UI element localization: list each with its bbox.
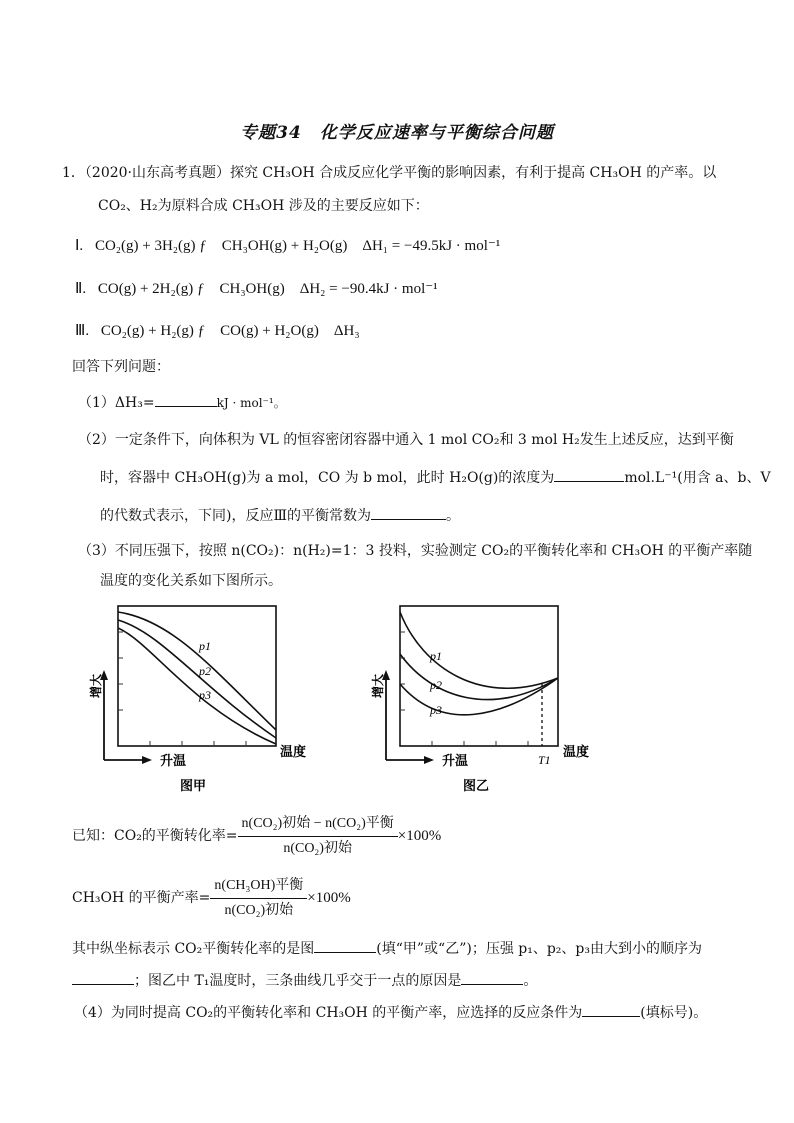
sub2-line2-a: 时，容器中 CH₃OH(g)为 a mol，CO 为 b mol，此时 H₂O(g)的浓度为 <box>100 470 555 486</box>
formula-yield-denominator: n(CO₂)初始 <box>224 902 294 918</box>
figure-yi-xaxis-arrowhead <box>424 756 434 764</box>
sub1-prefix: （1）ΔH₃= <box>78 395 155 411</box>
formula-yield-suffix: ×100% <box>307 890 351 906</box>
formula-yield-fraction <box>210 876 307 921</box>
question-intro-line2: CO₂、H₂为原料合成 CH₃OH 涉及的主要反应如下： <box>98 198 429 214</box>
figure-jia <box>82 598 307 798</box>
page-title: 专题34 化学反应速率与平衡综合问题 <box>240 123 554 143</box>
formula-conversion <box>72 810 441 862</box>
sub-question-2-line2 <box>100 467 771 488</box>
formula-conversion-numerator: n(CO₂)初始 − n(CO₂)平衡 <box>238 814 398 837</box>
formula-conversion-suffix: ×100% <box>397 828 442 844</box>
figure-yi-xlabel-end: 温度 <box>563 745 590 760</box>
q3a-line1-b: (填“甲”或“乙”)；压强 p₁、p₂、p₃由大到小的顺序为 <box>376 941 702 957</box>
sub2-line2-b: mol.L⁻¹(用含 a、b、V <box>624 470 771 486</box>
figure-yi <box>362 598 602 798</box>
answer-blank-6[interactable] <box>461 970 523 985</box>
figure-yi-ylabel: 增大 <box>371 673 385 698</box>
formula-yield-numerator: n(CH₃OH)平衡 <box>210 876 307 899</box>
label-jia-p2: p2 <box>199 664 211 678</box>
formula-conversion-prefix: 已知：CO₂的平衡转化率= <box>72 828 238 844</box>
reaction-3-text: CO₂(g) + H₂(g) ƒ CO(g) + H₂O(g) ΔH₃ <box>100 323 360 339</box>
reaction-1-label: Ⅰ. <box>75 238 84 254</box>
curve-jia-p1 <box>118 612 276 730</box>
formula-yield-prefix: CH₃OH 的平衡产率= <box>72 890 211 906</box>
sub-question-3-line1: （3）不同压强下，按照 n(CO₂)：n(H₂)=1：3 投料，实验测定 CO₂的平衡转化率和 CH₃OH 的平衡产率随 <box>78 543 753 559</box>
figure-yi-t1-label: T1 <box>538 753 551 767</box>
curve-yi-p3 <box>400 678 558 715</box>
question-intro-line1: 1．（2020·山东高考真题）探究 CH₃OH 合成反应化学平衡的影响因素，有利于提高 CH₃OH 的产率。以 <box>62 165 717 181</box>
sub-question-4 <box>74 1002 707 1023</box>
sub-question-2-line1: （2）一定条件下，向体积为 VL 的恒容密闭容器中通入 1 mol CO₂和 3 mol H₂发生上述反应，达到平衡 <box>78 432 734 448</box>
reaction-1-text: CO₂(g) + 3H₂(g) ƒ CH₃OH(g) + H₂O(g) ΔH₁ = −49.5kJ · mol⁻¹ <box>94 238 501 254</box>
q3a-line1-a: 其中纵坐标表示 CO₂平衡转化率的是图 <box>72 941 315 957</box>
figure-jia-xaxis-arrowhead <box>142 756 152 764</box>
figure-jia-caption: 图甲 <box>180 779 207 794</box>
reaction-3-label: Ⅲ. <box>75 323 90 339</box>
answer-blank-2[interactable] <box>554 467 624 482</box>
answer-blank-1[interactable] <box>155 392 217 407</box>
sub2-line3-b: 。 <box>445 508 460 524</box>
curve-jia-p2 <box>118 620 276 738</box>
reaction-2-text: CO(g) + 2H₂(g) ƒ CH₃OH(g) ΔH₂ = −90.4kJ · mol⁻¹ <box>97 281 438 297</box>
sub-question-3a-line2 <box>72 970 537 991</box>
formula-yield <box>72 872 351 924</box>
figure-jia-xlabel-arrow: 升温 <box>160 754 187 769</box>
label-jia-p1: p1 <box>199 639 211 653</box>
curve-yi-p1 <box>400 612 558 688</box>
sub4-b: (填标号)。 <box>640 1005 708 1021</box>
answer-blank-4[interactable] <box>314 938 376 953</box>
sub-question-3-line2: 温度的变化关系如下图所示。 <box>100 573 282 589</box>
label-yi-p2: p2 <box>430 678 442 692</box>
q3a-line2-a: ；图乙中 T₁温度时，三条曲线几乎交于一点的原因是 <box>134 973 462 989</box>
q3a-line2-b: 。 <box>523 973 538 989</box>
formula-conversion-fraction <box>238 814 398 859</box>
sub-question-3a-line1 <box>72 938 702 959</box>
sub4-a: （4）为同时提高 CO₂的平衡转化率和 CH₃OH 的平衡产率，应选择的反应条件为 <box>74 1005 583 1021</box>
figure-jia-ylabel: 增大 <box>89 673 103 698</box>
figure-yi-xlabel-arrow: 升温 <box>442 754 469 769</box>
sub1-suffix: kJ · mol⁻¹。 <box>216 396 286 410</box>
label-yi-p1: p1 <box>430 649 442 663</box>
figure-yi-frame <box>400 606 558 746</box>
figure-yi-caption: 图乙 <box>463 779 490 794</box>
curve-jia-p3 <box>118 628 276 744</box>
sub-question-2-line3 <box>100 505 460 526</box>
reaction-1 <box>75 234 500 255</box>
formula-conversion-denominator: n(CO₂)初始 <box>283 840 352 856</box>
answer-prompt: 回答下列问题： <box>72 359 170 375</box>
reaction-3 <box>75 319 360 340</box>
figure-jia-xlabel-end: 温度 <box>280 745 307 760</box>
answer-blank-7[interactable] <box>582 1002 640 1017</box>
reaction-2-label: Ⅱ. <box>75 281 87 297</box>
label-yi-p3: p3 <box>430 703 442 717</box>
figure-jia-ticks <box>118 632 246 746</box>
sub-question-1 <box>78 392 286 413</box>
label-jia-p3: p3 <box>199 688 211 702</box>
answer-blank-3[interactable] <box>371 505 446 520</box>
reaction-2 <box>75 277 438 298</box>
answer-blank-5[interactable] <box>72 970 134 985</box>
sub2-line3-a: 的代数式表示，下同)，反应Ⅲ的平衡常数为 <box>100 508 371 524</box>
